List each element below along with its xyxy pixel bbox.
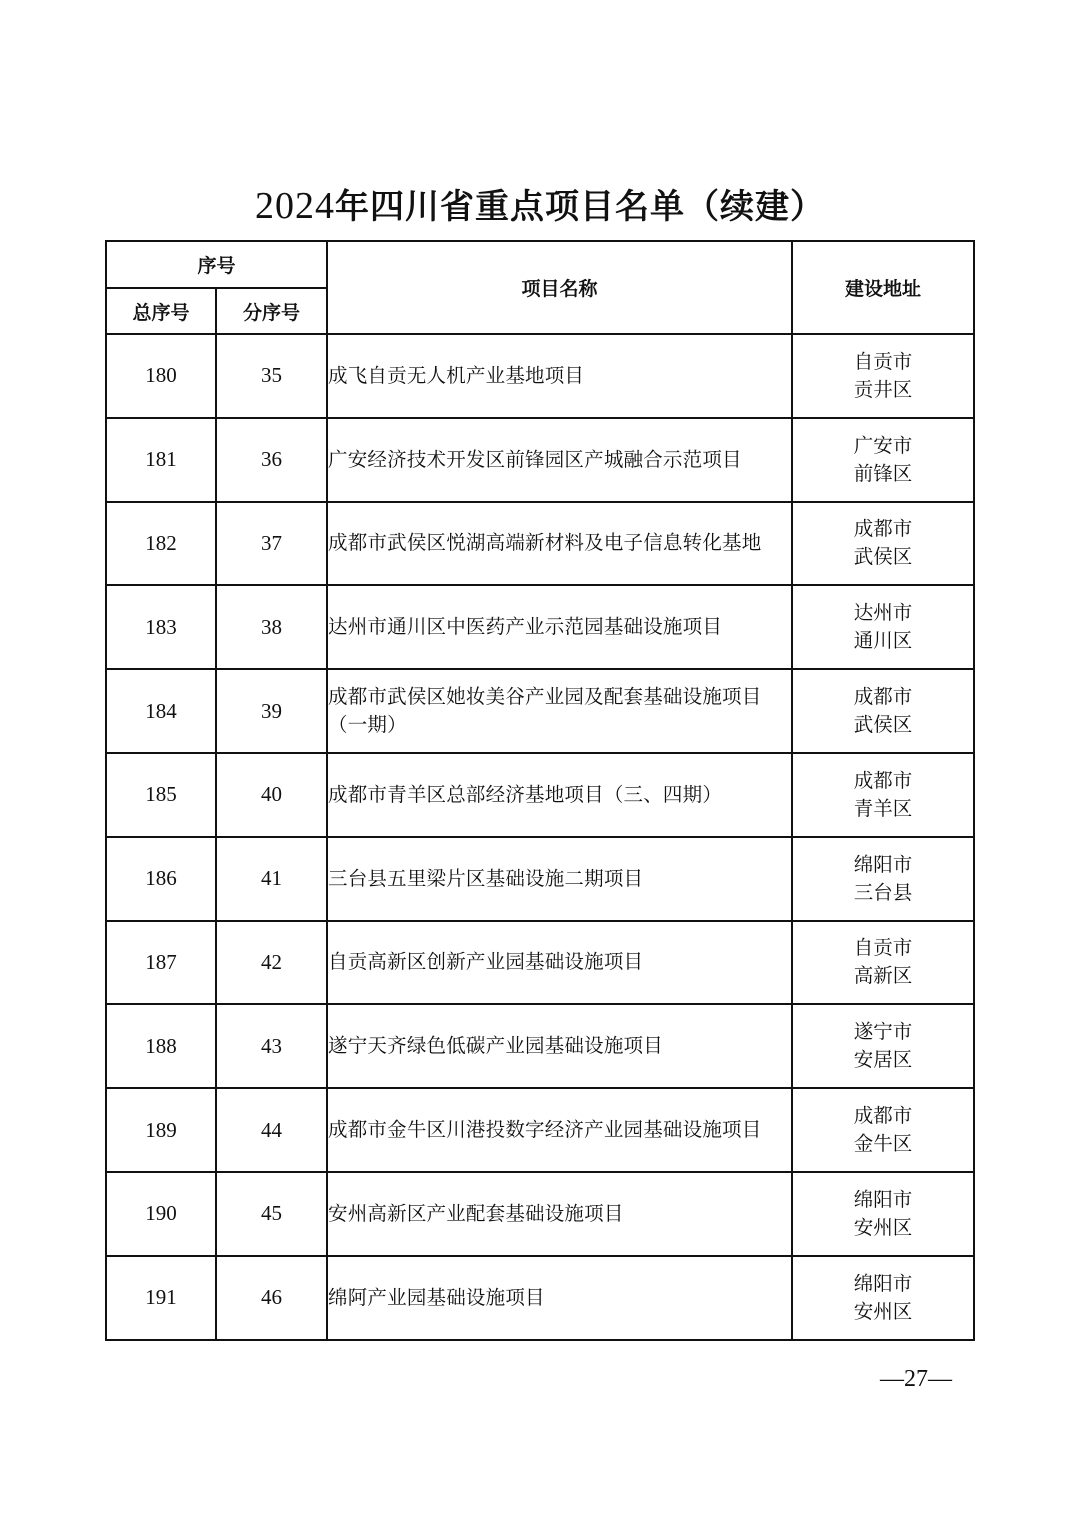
sub-seq-cell: 43 [216, 1004, 327, 1088]
location-cell [792, 418, 974, 502]
total-seq-cell: 191 [106, 1256, 216, 1340]
project-name-cell: 三台县五里梁片区基础设施二期项目 [327, 837, 792, 921]
table-row [106, 921, 974, 1005]
total-seq-cell: 188 [106, 1004, 216, 1088]
table-body [106, 334, 974, 1340]
location-district: 金牛区 [853, 1132, 913, 1156]
table-row [106, 753, 974, 837]
table-row [106, 418, 974, 502]
total-seq-cell: 180 [106, 334, 216, 418]
project-name-cell: 成都市武侯区她妆美谷产业园及配套基础设施项目（一期） [327, 669, 792, 753]
table-row [106, 585, 974, 669]
total-seq-cell: 185 [106, 753, 216, 837]
location-cell [792, 1088, 974, 1172]
sub-seq-cell: 44 [216, 1088, 327, 1172]
title-year: 2024 [255, 185, 335, 227]
sub-seq-cell: 36 [216, 418, 327, 502]
page-title [0, 178, 1080, 235]
table-row [106, 669, 974, 753]
location-cell [792, 1256, 974, 1340]
sub-seq-cell: 46 [216, 1256, 327, 1340]
header-sub-seq: 分序号 [216, 288, 327, 334]
total-seq-cell: 183 [106, 585, 216, 669]
project-name-cell: 广安经济技术开发区前锋园区产城融合示范项目 [327, 418, 792, 502]
location-cell [792, 1172, 974, 1256]
table-row [106, 334, 974, 418]
project-name-cell: 成都市金牛区川港投数字经济产业园基础设施项目 [327, 1088, 792, 1172]
location-city: 自贡市 [853, 349, 913, 373]
project-name-cell: 成都市武侯区悦湖高端新材料及电子信息转化基地 [327, 502, 792, 586]
location-cell [792, 669, 974, 753]
location-city: 自贡市 [853, 936, 913, 960]
header-location: 建设地址 [792, 241, 974, 334]
location-city: 成都市 [853, 1104, 913, 1128]
location-city: 成都市 [853, 517, 913, 541]
header-project-name: 项目名称 [327, 241, 792, 334]
location-district: 高新区 [853, 964, 913, 988]
location-district: 武侯区 [853, 713, 913, 737]
sub-seq-cell: 35 [216, 334, 327, 418]
project-name-cell: 自贡高新区创新产业园基础设施项目 [327, 921, 792, 1005]
project-name-cell: 遂宁天齐绿色低碳产业园基础设施项目 [327, 1004, 792, 1088]
location-cell [792, 1004, 974, 1088]
project-name-cell: 安州高新区产业配套基础设施项目 [327, 1172, 792, 1256]
table-row [106, 1172, 974, 1256]
total-seq-cell: 187 [106, 921, 216, 1005]
project-name-cell: 达州市通川区中医药产业示范园基础设施项目 [327, 585, 792, 669]
location-district: 贡井区 [853, 377, 913, 401]
page-number: —27— [880, 1366, 952, 1392]
header-seq-group: 序号 [106, 241, 327, 288]
sub-seq-cell: 45 [216, 1172, 327, 1256]
header-row-1 [106, 241, 974, 288]
sub-seq-cell: 37 [216, 502, 327, 586]
project-name-cell: 成都市青羊区总部经济基地项目（三、四期） [327, 753, 792, 837]
location-district: 安州区 [853, 1299, 913, 1323]
location-district: 安州区 [853, 1215, 913, 1239]
location-city: 达州市 [853, 601, 913, 625]
location-district: 安居区 [853, 1048, 913, 1072]
title-text: 年四川省重点项目名单（续建） [335, 187, 825, 227]
location-cell [792, 502, 974, 586]
sub-seq-cell: 41 [216, 837, 327, 921]
location-district: 前锋区 [853, 461, 913, 485]
total-seq-cell: 189 [106, 1088, 216, 1172]
table-row [106, 1256, 974, 1340]
sub-seq-cell: 40 [216, 753, 327, 837]
total-seq-cell: 190 [106, 1172, 216, 1256]
location-cell [792, 921, 974, 1005]
location-city: 遂宁市 [853, 1020, 913, 1044]
location-cell [792, 585, 974, 669]
project-name-cell: 绵阿产业园基础设施项目 [327, 1256, 792, 1340]
header-total-seq: 总序号 [106, 288, 216, 334]
total-seq-cell: 181 [106, 418, 216, 502]
table-row [106, 837, 974, 921]
location-district: 青羊区 [853, 796, 913, 820]
location-district: 武侯区 [853, 545, 913, 569]
location-district: 三台县 [853, 880, 913, 904]
project-name-cell: 成飞自贡无人机产业基地项目 [327, 334, 792, 418]
location-city: 绵阳市 [853, 852, 913, 876]
location-city: 成都市 [853, 768, 913, 792]
total-seq-cell: 186 [106, 837, 216, 921]
sub-seq-cell: 42 [216, 921, 327, 1005]
location-city: 绵阳市 [853, 1187, 913, 1211]
table-row [106, 502, 974, 586]
location-cell [792, 334, 974, 418]
location-city: 绵阳市 [853, 1271, 913, 1295]
location-city: 成都市 [853, 685, 913, 709]
table-row [106, 1004, 974, 1088]
location-cell [792, 753, 974, 837]
location-cell [792, 837, 974, 921]
location-district: 通川区 [853, 629, 913, 653]
projects-table [105, 240, 975, 1341]
location-city: 广安市 [853, 433, 913, 457]
table-row [106, 1088, 974, 1172]
sub-seq-cell: 38 [216, 585, 327, 669]
sub-seq-cell: 39 [216, 669, 327, 753]
total-seq-cell: 182 [106, 502, 216, 586]
total-seq-cell: 184 [106, 669, 216, 753]
